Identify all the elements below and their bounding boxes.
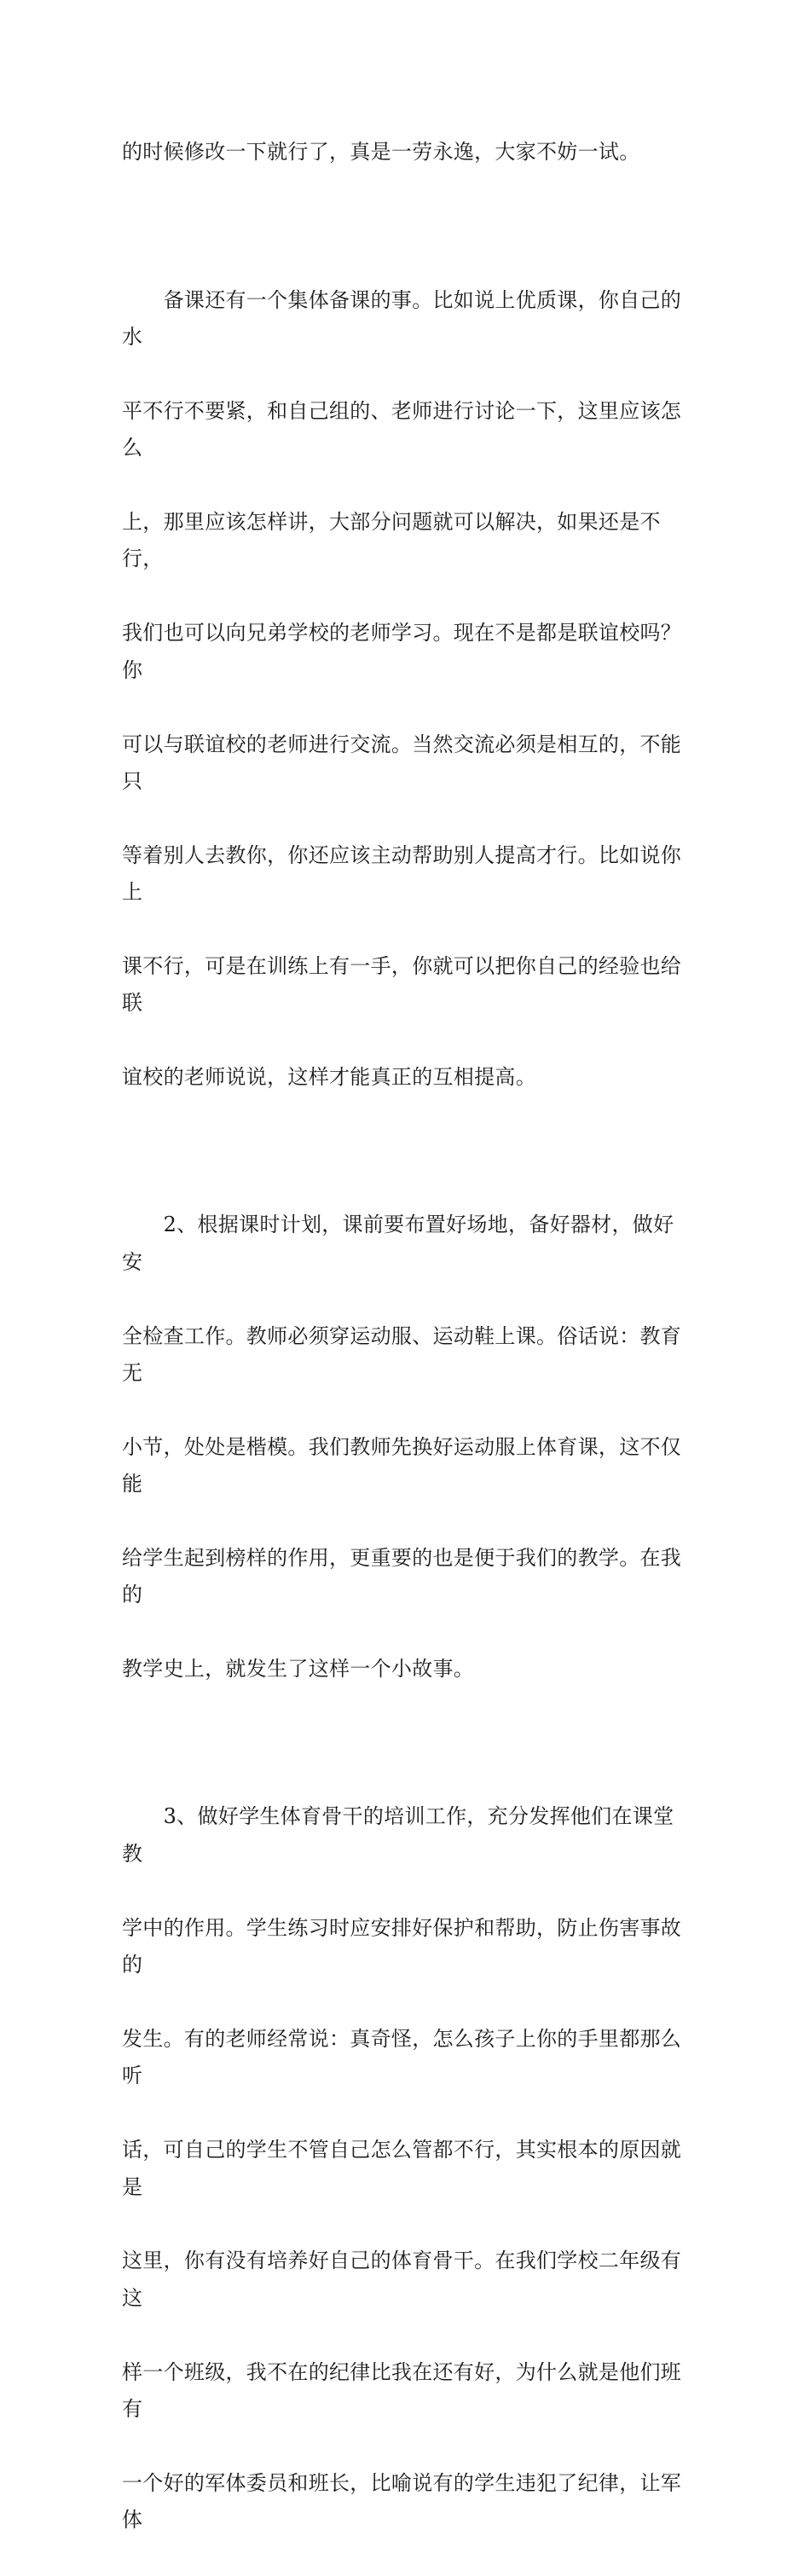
- document-body: [122, 97, 691, 2576]
- text-line: 全检查工作。教师必须穿运动服、运动鞋上课。俗话说：教育无: [122, 1323, 682, 1385]
- text-line: 上，那里应该怎样讲，大部分问题就可以解决，如果还是不行，: [122, 510, 661, 571]
- paragraph-3: [122, 1170, 691, 1725]
- text-line: 一个好的军体委员和班长，比喻说有的学生违犯了纪律，让军体: [122, 2470, 682, 2533]
- text-line: 课不行，可是在训练上有一手，你就可以把你自己的经验也给联: [122, 953, 682, 1016]
- paragraph-1: [122, 97, 691, 208]
- text-line: 样一个班级，我不在的纪律比我在还有好，为什么就是他们班有: [122, 2359, 682, 2421]
- text-line: 可以与联谊校的老师进行交流。当然交流必须是相互的，不能只: [122, 732, 682, 793]
- text-line: 3、做好学生体育骨干的培训工作，充分发挥他们在课堂教: [122, 1804, 674, 1866]
- text-line: 的时候修改一下就行了，真是一劳永逸，大家不妨一试。: [122, 140, 640, 165]
- paragraph-gap: [122, 1133, 691, 1170]
- paragraph-gap: [122, 1725, 691, 1762]
- text-line: 备课还有一个集体备课的事。比如说上优质课，你自己的水: [122, 287, 682, 350]
- text-line: 平不行不要紧，和自己组的、老师进行讨论一下，这里应该怎么: [122, 398, 682, 460]
- text-line: 教学史上，就发生了这样一个小故事。: [122, 1657, 475, 1682]
- text-line: 谊校的老师说说，这样才能真正的互相提高。: [122, 1065, 536, 1090]
- text-line: 给学生起到榜样的作用，更重要的也是便于我们的教学。在我的: [122, 1546, 682, 1607]
- paragraph-2: [122, 245, 691, 1133]
- text-line: 学中的作用。学生练习时应安排好保护和帮助，防止伤害事故的: [122, 1915, 682, 1977]
- text-line: 这里，你有没有培养好自己的体育骨干。在我们学校二年级有这: [122, 2249, 682, 2310]
- paragraph-gap: [122, 208, 691, 245]
- text-line: 等着别人去教你，你还应该主动帮助别人提高才行。比如说你上: [122, 842, 682, 905]
- text-line: 话，可自己的学生不管自己怎么管都不行，其实根本的原因就是: [122, 2138, 682, 2199]
- text-line: 2、根据课时计划，课前要布置好场地，备好器材，做好安: [122, 1213, 674, 1274]
- text-line: 我们也可以向兄弟学校的老师学习。现在不是都是联谊校吗？你: [122, 621, 682, 682]
- text-line: 小节，处处是楷模。我们教师先换好运动服上体育课，这不仅能: [122, 1434, 682, 1496]
- paragraph-4: [122, 1762, 691, 2576]
- text-line: 发生。有的老师经常说：真奇怪，怎么孩子上你的手里都那么听: [122, 2026, 682, 2088]
